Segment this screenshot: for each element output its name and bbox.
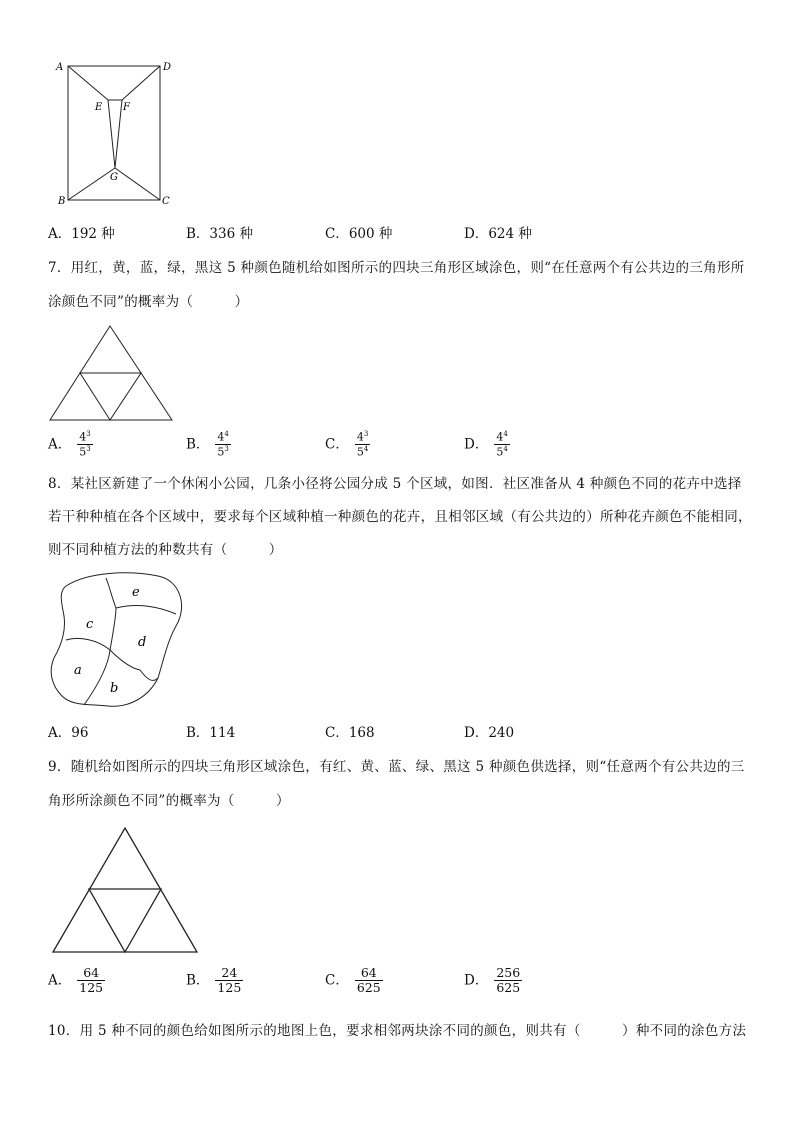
q8-option-d: D．240 [464,725,515,741]
q9-line-2: 角形所涂颜色不同”的概率为（ ） [48,793,290,809]
label-C: C [162,196,170,207]
park-map-figure [48,568,188,713]
q8-options [48,721,748,751]
q8-option-c: C．168 [325,725,375,741]
fraction: $\frac{64}{125}$ [79,965,104,996]
fraction: $\frac{4^4}{5^4}$ [496,430,508,459]
fraction: $\frac{24}{125}$ [217,965,242,996]
q7-options [48,430,748,464]
q7-option-c: C． $\frac{4^3}{5^4}$ [325,430,369,459]
triangle-figure-large [52,826,202,954]
label-D: D [163,62,172,73]
label-G: G [110,172,118,183]
q9-option-a: A． $\frac{64}{125}$ [48,965,104,996]
fraction: $\frac{4^3}{5^3}$ [79,430,91,459]
rectangle-figure [52,58,182,208]
q8-line-3: 则不同种植方法的种数共有（ ） [48,542,283,558]
region-c: c [86,617,94,632]
q7-line-2: 涂颜色不同”的概率为（ ） [48,294,249,310]
region-e: e [132,585,140,600]
q6-option-a: A．192 种 [48,226,115,242]
fraction: $\frac{64}{625}$ [356,965,381,996]
q6-options [48,222,748,252]
q7-option-d: D． $\frac{4^4}{5^4}$ [464,430,508,459]
fraction: $\frac{256}{625}$ [496,965,521,996]
region-d: d [138,635,147,650]
q7-line-1: 7．用红，黄，蓝，绿，黑这 5 种颜色随机给如图所示的四块三角形区域涂色，则“在任意两个有公共边的三角形所 [48,260,745,276]
q8-option-b: B．114 [186,725,236,741]
q8-option-a: A．96 [48,725,89,741]
label-E: E [95,102,103,113]
q10-line-1: 10．用 5 种不同的颜色给如图所示的地图上色，要求相邻两块涂不同的颜色，则共有（ ）种不同的涂色方法 [48,1023,747,1039]
label-F: F [123,102,130,113]
label-A: A [56,62,64,73]
q7-option-b: B． $\frac{4^4}{5^3}$ [186,430,229,459]
q8-line-2: 若干种种植在各个区域中，要求每个区域种植一种颜色的花卉，且相邻区域（有公共边的）所种花卉颜色不能相同， [48,509,752,525]
q8-line-1: 8．某社区新建了一个休闲小公园，几条小径将公园分成 5 个区域，如图．社区准备从 4 种颜色不同的花卉中选择 [48,476,742,492]
q9-option-c: C． $\frac{64}{625}$ [325,965,381,996]
q9-line-1: 9．随机给如图所示的四块三角形区域涂色，有红、黄、蓝、绿、黑这 5 种颜色供选择，则“任意两个有公共边的三 [48,759,745,775]
q9-option-b: B． $\frac{24}{125}$ [186,965,242,996]
q6-option-b: B．336 种 [186,226,253,242]
q6-option-c: C．600 种 [325,226,393,242]
region-b: b [110,681,119,696]
q9-option-d: D． $\frac{256}{625}$ [464,965,521,996]
fraction: $\frac{4^3}{5^4}$ [356,430,369,459]
q6-option-d: D．624 种 [464,226,532,242]
fraction: $\frac{4^4}{5^3}$ [217,430,229,459]
region-a: a [74,663,82,678]
q9-options [48,966,748,1002]
triangle-figure-small [48,320,178,422]
q7-option-a: A． $\frac{4^3}{5^3}$ [48,430,91,459]
label-B: B [58,196,66,207]
